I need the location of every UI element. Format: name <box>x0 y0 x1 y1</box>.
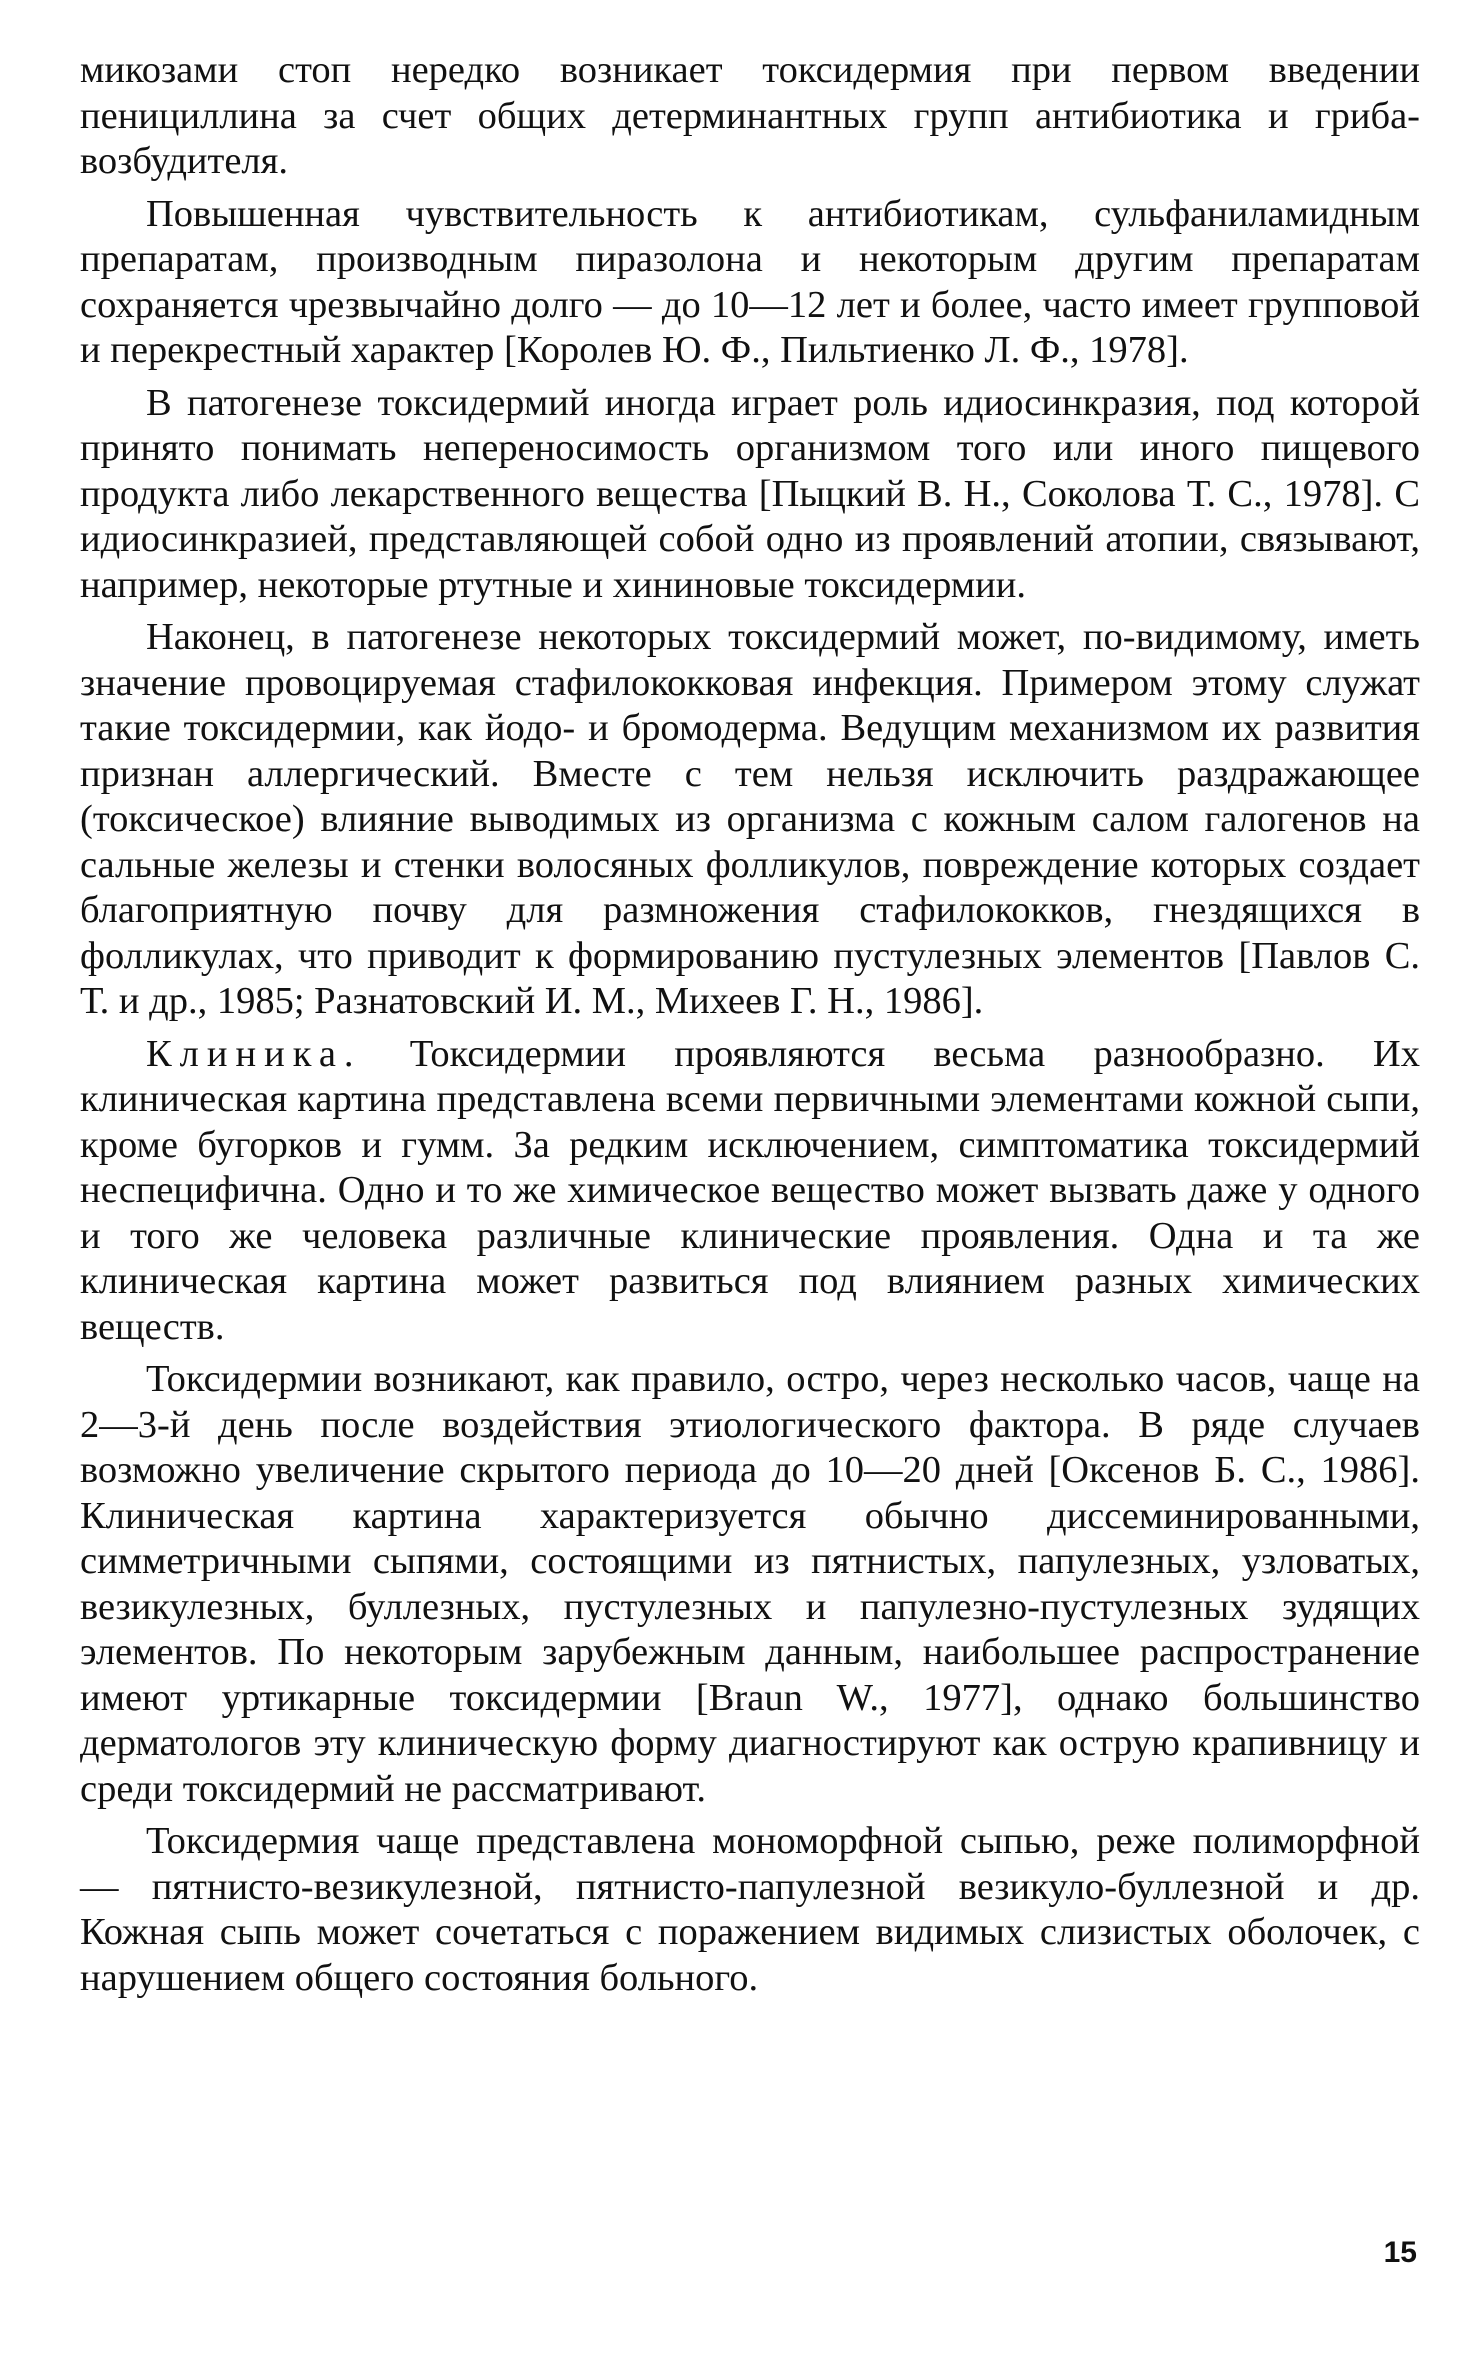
paragraph-text: Токсидермия чаще представлена мономорфной сыпью, реже полиморфной — пятнисто-везикулезной, пятнисто-папулезной везикуло-буллезной и др. Кожная сыпь может сочетаться с поражением видимых слизистых оболочек, с нарушением общего состояния больного. <box>80 1820 1420 1999</box>
paragraph-text: Токсидермии проявляются весьма разнообразно. Их клиническая картина представлена всеми первичными элементами кожной сыпи, кроме бугорков и гумм. За редким исключением, симптоматика токсидермий неспецифична. Одно и то же химическое вещество может вызвать даже у одного и того же человека различные клинические проявления. Одна и та же клиническая картина может развиться под влиянием разных химических веществ. <box>80 1032 1420 1348</box>
paragraph-text: Наконец, в патогенезе некоторых токсидермий может, по-видимому, иметь значение провоцируемая стафилококковая инфекция. Примером этому служат такие токсидермии, как йодо- и бромодерма. Ведущим механизмом их развития признан аллергический. Вместе с тем нельзя исключить раздражающее (токсическое) влияние выводимых из организма с кожным салом галогенов на сальные железы и стенки волосяных фолликулов, повреждение которых создает благоприятную почву для размножения стафилококков, гнездящихся в фолликулах, что приводит к формированию пустулезных элементов [Павлов С. Т. и др., 1985; Разнатовский И. М., Михеев Г. Н., 1986]. <box>80 616 1420 1022</box>
paragraph-staphylococcal <box>80 615 1420 1025</box>
paragraph-morphology <box>80 1819 1420 2001</box>
paragraph-onset <box>80 1357 1420 1812</box>
section-lead-heading: Клиника. <box>146 1032 362 1075</box>
paragraph-text: микозами стоп нередко возникает токсидермия при первом введении пенициллина за счет общих детерминантных групп антибиотика и гриба-возбудителя. <box>80 49 1420 182</box>
paragraph-sensitivity <box>80 192 1420 374</box>
page-body <box>80 48 1420 2008</box>
page-number: 15 <box>1383 2236 1417 2269</box>
paragraph-text: Токсидермии возникают, как правило, остро, через несколько часов, чаще на 2—3-й день после воздействия этиологического фактора. В ряде случаев возможно увеличение скрытого периода до 10—20 дней [Оксенов Б. С., 1986]. Клиническая картина характеризуется обычно диссеминированными, симметричными сыпями, состоящими из пятнистых, папулезных, узловатых, везикулезных, буллезных, пустулезных и папулезно-пустулезных зудящих элементов. По некоторым зарубежным данным, наибольшее распространение имеют уртикарные токсидермии [Braun W., 1977], однако большинство дерматологов эту клиническую форму диагностируют как острую крапивницу и среди токсидермий не рассматривают. <box>80 1358 1420 1810</box>
paragraph-idiosyncrasy <box>80 381 1420 609</box>
paragraph-text: Повышенная чувствительность к антибиотикам, сульфаниламидным препаратам, производным пиразолона и некоторым другим препаратам сохраняется чрезвычайно долго — до 10—12 лет и более, часто имеет групповой и перекрестный характер [Королев Ю. Ф., Пильтиенко Л. Ф., 1978]. <box>80 192 1420 371</box>
paragraph-clinic <box>80 1032 1420 1351</box>
paragraph-continuation <box>80 48 1420 185</box>
paragraph-text: В патогенезе токсидермий иногда играет роль идиосинкразия, под которой принято понимать непереносимость организмом того или иного пищевого продукта либо лекарственного вещества [Пыцкий В. Н., Соколова Т. С., 1978]. С идиосинкразией, представляющей собой одно из проявлений атопии, связывают, например, некоторые ртутные и хининовые токсидермии. <box>80 381 1420 606</box>
